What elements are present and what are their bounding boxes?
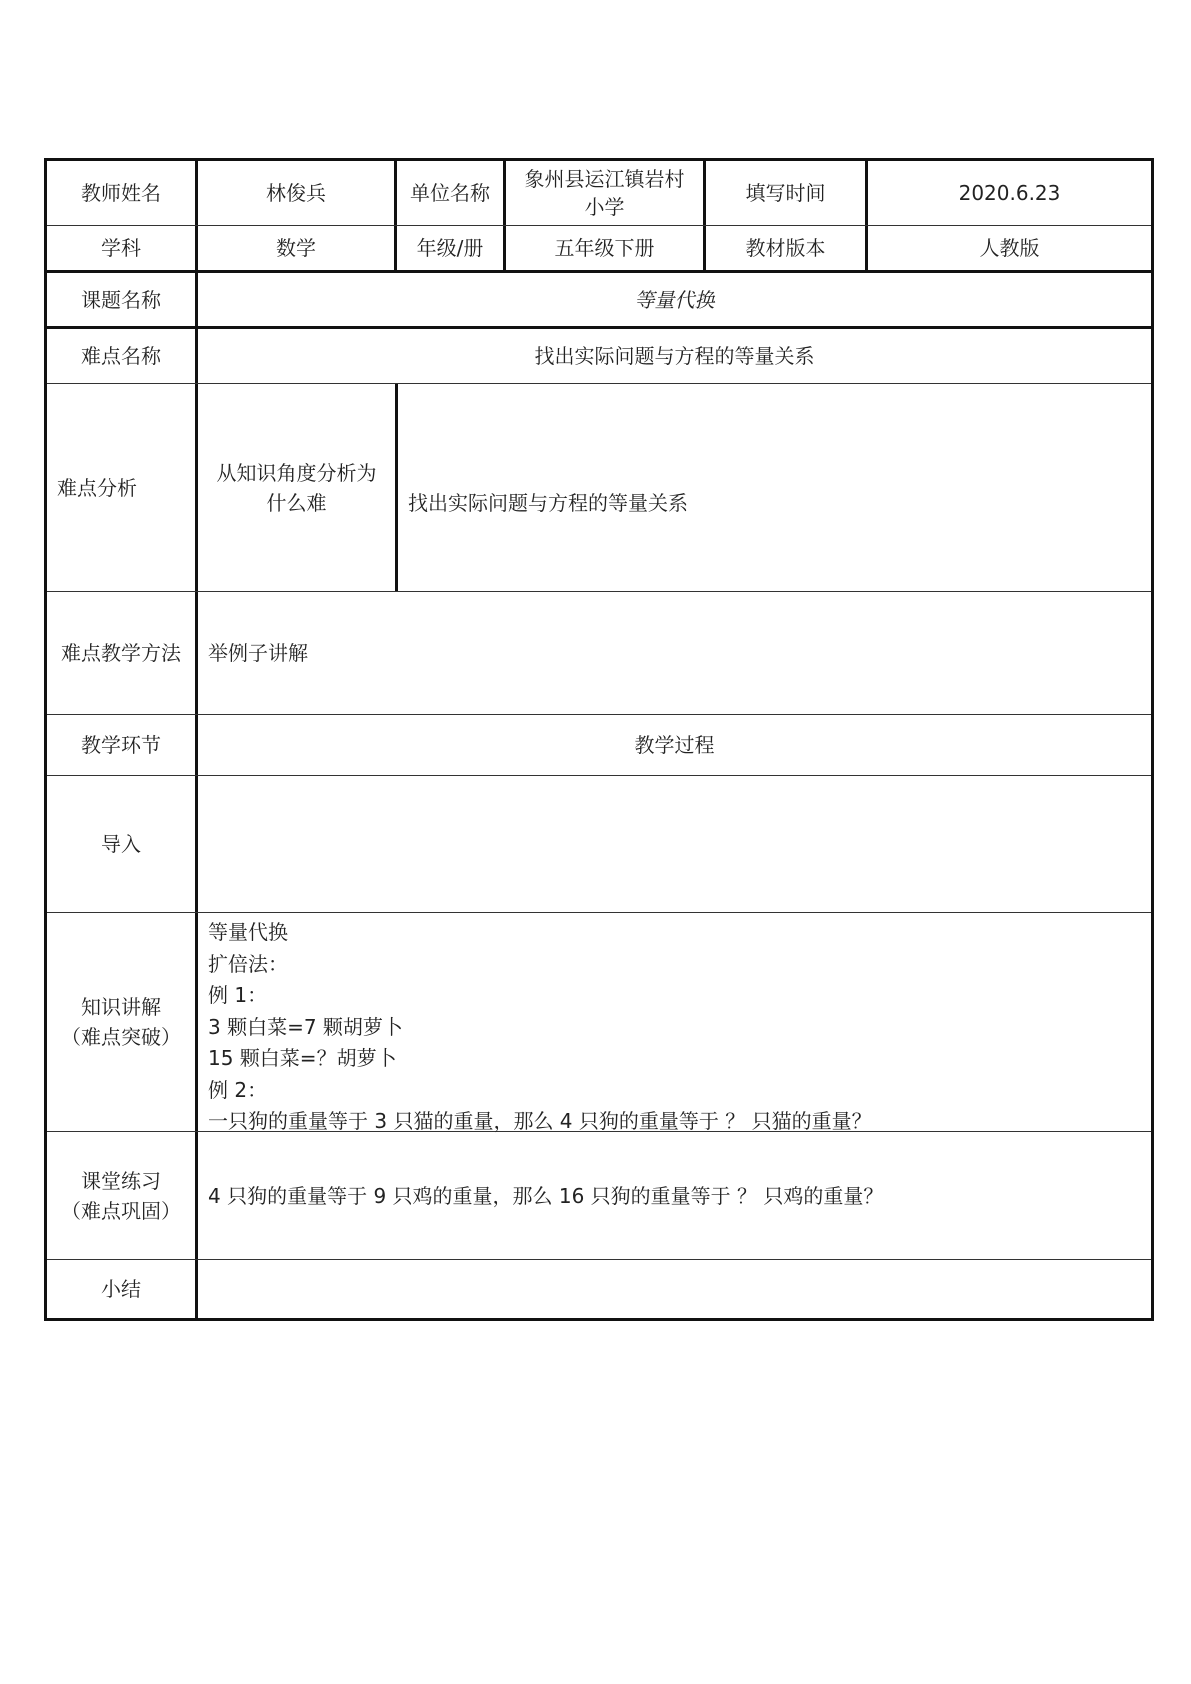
process-header-row (47, 715, 1151, 776)
intro-label: 导入 (101, 832, 141, 856)
practice-label-line1: 课堂练习 (81, 1168, 161, 1193)
knowledge-label (47, 913, 195, 1131)
method-row (47, 592, 1151, 715)
info-row-2 (47, 226, 1151, 273)
difficulty-value: 找出实际问题与方程的等量关系 (195, 329, 1151, 383)
method-value: 举例子讲解 (195, 592, 1151, 714)
unit-label: 单位名称 (394, 161, 503, 225)
knowledge-row (47, 913, 1151, 1132)
knowledge-label-line1: 知识讲解 (81, 995, 161, 1019)
summary-value (195, 1260, 1151, 1318)
analysis-label: 难点分析 (57, 475, 137, 500)
edition-value: 人教版 (865, 226, 1151, 270)
method-label: 难点教学方法 (61, 641, 181, 665)
summary-label: 小结 (101, 1277, 141, 1301)
subject-label: 学科 (101, 236, 141, 260)
date-value: 2020.6.23 (865, 161, 1151, 225)
topic-label: 课题名称 (81, 287, 161, 312)
unit-name-line2: 小学 (584, 195, 625, 219)
analysis-sub-label-line1: 从知识角度分析为 (216, 460, 377, 485)
analysis-row (47, 384, 1151, 592)
knowledge-line: 例 1： (208, 983, 268, 1007)
edition-label: 教材版本 (703, 226, 865, 270)
analysis-sub-label (195, 384, 395, 591)
unit-name (503, 161, 703, 225)
practice-label-line2: （难点巩固） (61, 1198, 181, 1223)
intro-value (195, 776, 1151, 912)
practice-label (47, 1132, 195, 1259)
difficulty-label: 难点名称 (81, 344, 161, 368)
knowledge-content (195, 913, 1151, 1131)
info-row-1 (47, 161, 1151, 226)
lesson-plan-table (44, 158, 1154, 1321)
teacher-name: 林俊兵 (195, 161, 394, 225)
knowledge-line: 15 颗白菜=？胡萝卜 (208, 1046, 397, 1070)
teacher-label: 教师姓名 (81, 181, 161, 205)
knowledge-line: 等量代换 (208, 920, 288, 944)
intro-row (47, 776, 1151, 913)
unit-name-line1: 象州县运江镇岩村 (524, 167, 685, 191)
process-header-value: 教学过程 (195, 715, 1151, 775)
process-header-label: 教学环节 (81, 733, 161, 757)
knowledge-line: 3 颗白菜=7 颗胡萝卜 (208, 1014, 403, 1039)
knowledge-label-line2: （难点突破） (61, 1025, 181, 1049)
knowledge-line: 例 2： (208, 1077, 268, 1102)
analysis-value: 找出实际问题与方程的等量关系 (395, 384, 1151, 591)
difficulty-row (47, 329, 1151, 384)
practice-row (47, 1132, 1151, 1260)
summary-row (47, 1260, 1151, 1318)
analysis-sub-label-line2: 什么难 (266, 490, 327, 515)
topic-value: 等量代换 (195, 273, 1151, 326)
topic-row (47, 273, 1151, 329)
knowledge-line: 一只狗的重量等于 3 只猫的重量，那么 4 只狗的重量等于 ？ 只猫的重量？ (208, 1109, 872, 1133)
grade-value: 五年级下册 (503, 226, 703, 270)
date-label: 填写时间 (703, 161, 865, 225)
subject-value: 数学 (195, 226, 394, 270)
knowledge-line: 扩倍法： (208, 951, 288, 976)
practice-value: 4 只狗的重量等于 9 只鸡的重量，那么 16 只狗的重量等于 ？ 只鸡的重量？ (195, 1132, 1151, 1259)
grade-label: 年级/册 (394, 226, 503, 270)
